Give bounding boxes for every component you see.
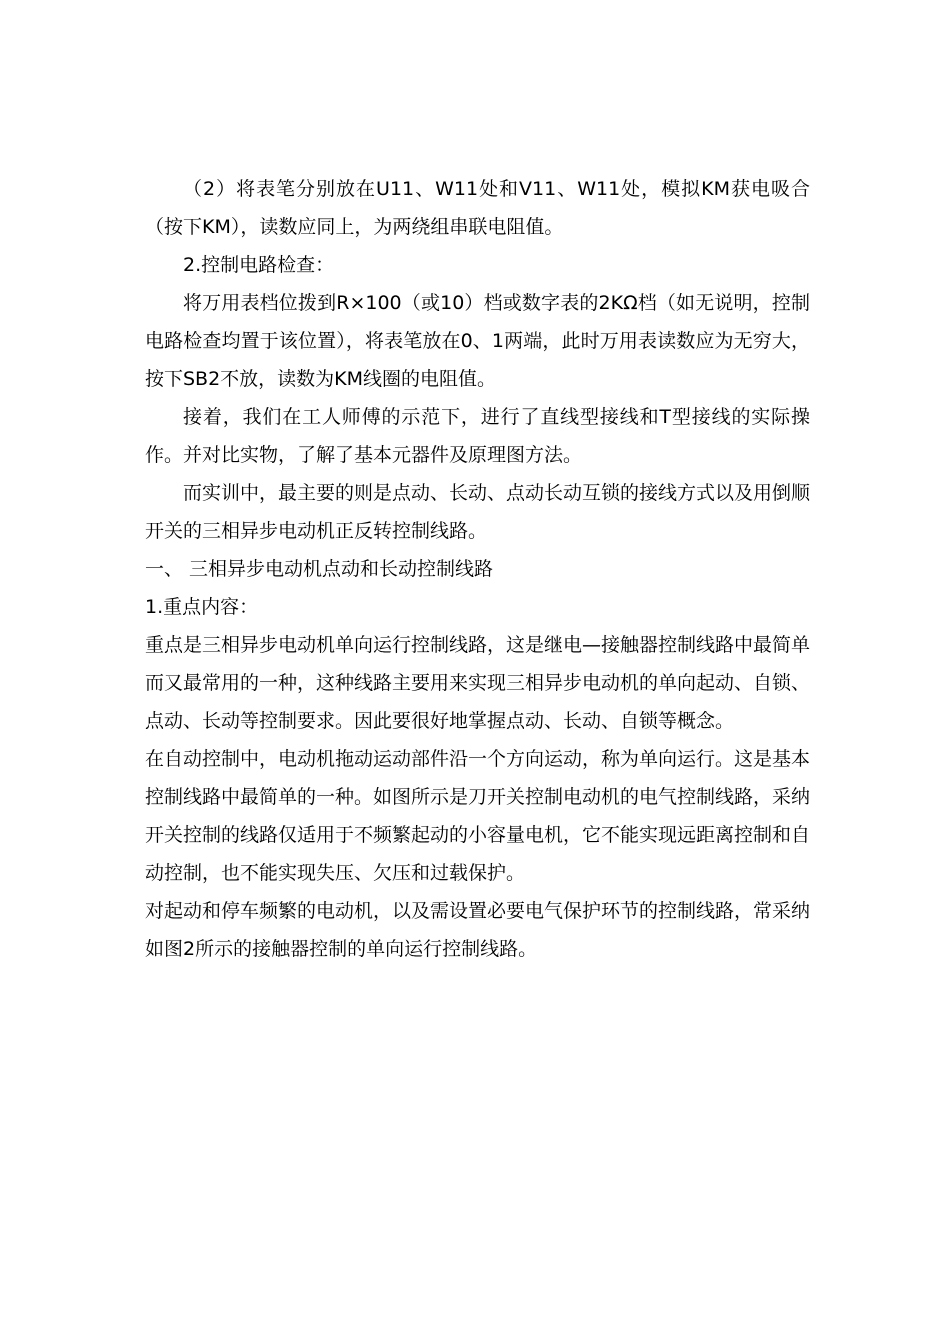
paragraph-single-direction: 在自动控制中，电动机拖动运动部件沿一个方向运动，称为单向运行。这是基本控制线路中最简单的一种。如图所示是刀开关控制电动机的电气控制线路，采纳开关控制的线路仅适用于不频繁起动的小容量电机，它不能实现远距离控制和自动控制，也不能实现失压、欠压和过载保护。 [145, 748, 811, 884]
paragraph-wiring-practice: 接着，我们在工人师傅的示范下，进行了直线型接线和T型接线的实际操作。并对比实物，了解了基本元器件及原理图方法。 [145, 406, 810, 466]
paragraph-key-content: 重点是三相异步电动机单向运行控制线路，这是继电—接触器控制线路中最简单而又最常用的一种，这种线路主要用来实现三相异步电动机的单向起动、自锁、点动、长动等控制要求。因此要很好地掌握点动、长动、自锁等概念。 [145, 634, 811, 732]
paragraph-coil-resistance: （2）将表笔分别放在U11、W11处和V11、W11处，模拟KM获电吸合（按下KM），读数应同上，为两绕组串联电阻值。 [145, 178, 810, 238]
paragraph-training-focus: 而实训中，最主要的则是点动、长动、点动长动互锁的接线方式以及用倒顺开关的三相异步电动机正反转控制线路。 [145, 482, 811, 542]
section-heading-motor-control: 一、 三相异步电动机点动和长动控制线路 [145, 558, 494, 580]
paragraph-contactor-control: 对起动和停车频繁的电动机，以及需设置必要电气保护环节的控制线路，常采纳如图2所示的接触器控制的单向运行控制线路。 [145, 900, 811, 960]
heading-control-circuit-check: 2.控制电路检查： [183, 254, 335, 276]
paragraph-multimeter-check: 将万用表档位拨到R×100（或10）档或数字表的2KΩ档（如无说明，控制电路检查均置于该位置），将表笔放在0、1两端，此时万用表读数应为无穷大，按下SB2不放，读数为KM线圈的电阻值。 [145, 292, 810, 390]
document-body [145, 170, 810, 968]
subheading-key-content: 1.重点内容： [145, 596, 259, 618]
